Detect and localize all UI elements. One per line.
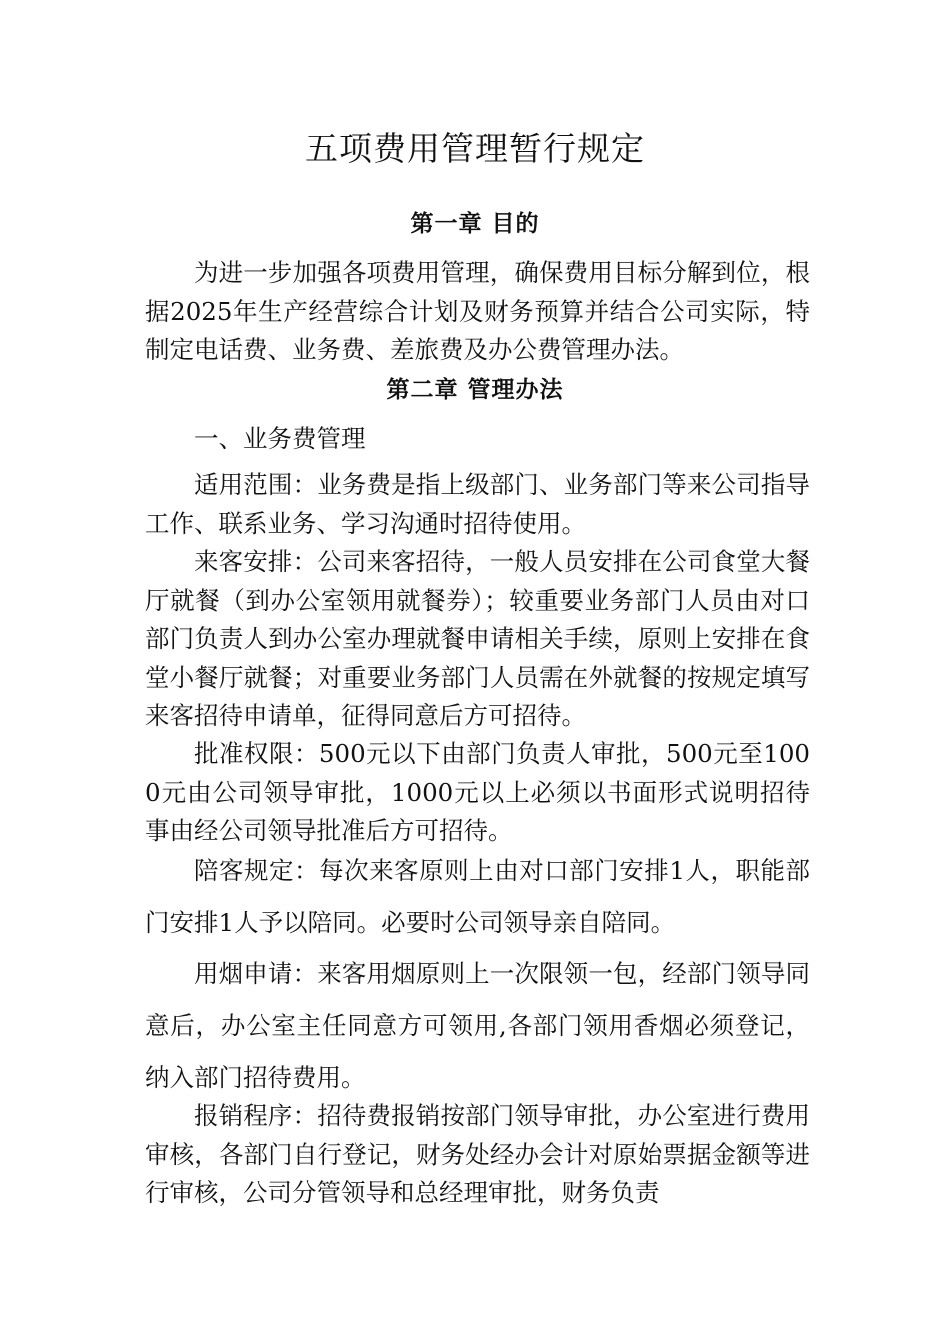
scope-paragraph: 适用范围：业务费是指上级部门、业务部门等来公司指导工作、联系业务、学习沟通时招待使用。 — [145, 470, 810, 538]
guests-paragraph: 来客安排：公司来客招待，一般人员安排在公司食堂大餐厅就餐（到办公室领用就餐券）；较重要业务部门人员由对口部门负责人到办公室办理就餐申请相关手续，原则上安排在食堂小餐厅就餐；对重要业务部门人员需在外就餐的按规定填写来客招待申请单，征得同意后方可招待。 — [145, 547, 810, 730]
accompany-paragraph: 陪客规定：每次来客原则上由对口部门安排1人，职能部门安排1人予以陪同。必要时公司领导亲自陪同。 — [145, 856, 810, 937]
chapter-1-heading: 第一章 目的 — [410, 210, 540, 237]
tobacco-paragraph: 用烟申请：来客用烟原则上一次限领一包，经部门领导同意后，办公室主任同意方可领用,各部门领用香烟必须登记，纳入部门招待费用。 — [145, 959, 810, 1092]
chapter-2-heading: 第二章 管理办法 — [386, 376, 564, 403]
document-title: 五项费用管理暂行规定 — [305, 129, 645, 168]
reimbursement-paragraph: 报销程序：招待费报销按部门领导审批，办公室进行费用审核，各部门自行登记，财务处经办会计对原始票据金额等进行审核，公司分管领导和总经理审批，财务负责 — [145, 1101, 810, 1207]
section-1-title: 一、业务费管理 — [194, 424, 366, 453]
approval-paragraph: 批准权限：500元以下由部门负责人审批，500元至1000元由公司领导审批，1000元以上必须以书面形式说明招待事由经公司领导批准后方可招待。 — [145, 739, 810, 845]
chapter-1-paragraph: 为进一步加强各项费用管理，确保费用目标分解到位，根据2025年生产经营综合计划及财务预算并结合公司实际，特制定电话费、业务费、差旅费及办公费管理办法。 — [145, 258, 810, 364]
